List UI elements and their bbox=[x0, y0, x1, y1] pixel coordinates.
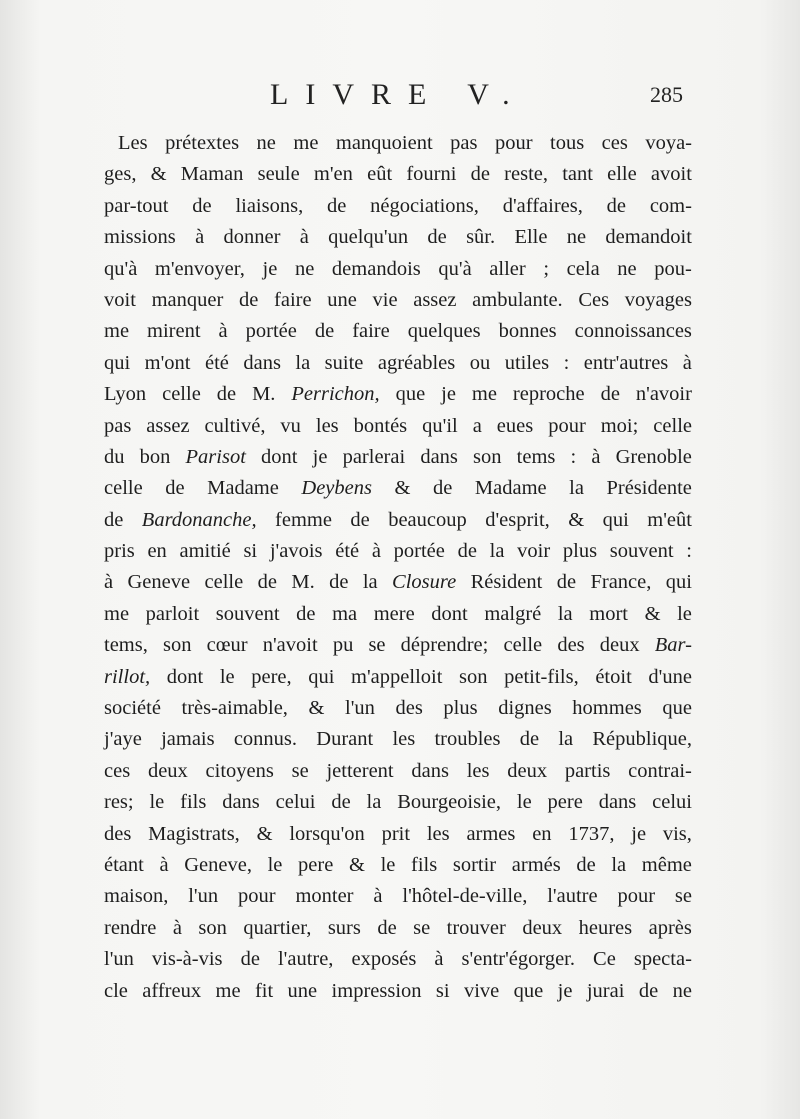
text-line: me mirent à portée de faire quelques bonnes connoissances bbox=[104, 320, 692, 343]
text-line: ges, & Maman seule m'en eût fourni de reste, tant elle avoit bbox=[104, 163, 692, 186]
text-line: à Geneve celle de M. de la Closure Résident de France, qui bbox=[104, 571, 692, 594]
text-line: tems, son cœur n'avoit pu se déprendre; celle des deux Bar- bbox=[104, 634, 692, 657]
text-line: maison, l'un pour monter à l'hôtel-de-ville, l'autre pour se bbox=[104, 885, 692, 908]
text-line: celle de Madame Deybens & de Madame la Présidente bbox=[104, 477, 692, 500]
text-line: étant à Geneve, le pere & le fils sortir armés de la même bbox=[104, 853, 692, 876]
page-number: 285 bbox=[650, 82, 683, 107]
text-line: Les prétextes ne me manquoient pas pour tous ces voya- bbox=[118, 132, 692, 154]
text-line: société très-aimable, & l'un des plus dignes hommes que bbox=[104, 697, 692, 720]
running-title: LIVRE V. bbox=[270, 78, 527, 111]
body-text bbox=[104, 128, 692, 1007]
text-line: cle affreux me fit une impression si vive que je jurai de ne bbox=[104, 979, 692, 1002]
text-line: par-tout de liaisons, de négociations, d'affaires, de com- bbox=[104, 194, 692, 217]
text-line: l'un vis-à-vis de l'autre, exposés à s'entr'égorger. Ce specta- bbox=[104, 948, 692, 971]
text-line: de Bardonanche, femme de beaucoup d'esprit, & qui m'eût bbox=[104, 508, 692, 531]
text-line: qu'à m'envoyer, je ne demandois qu'à aller ; cela ne pou- bbox=[104, 257, 692, 280]
text-line: me parloit souvent de ma mere dont malgré la mort & le bbox=[104, 602, 692, 625]
text-line: pas assez cultivé, vu les bontés qu'il a eues pour moi; celle bbox=[104, 414, 692, 437]
text-line: du bon Parisot dont je parlerai dans son tems : à Grenoble bbox=[104, 445, 692, 468]
text-line: res; le fils dans celui de la Bourgeoisie, le pere dans celui bbox=[104, 791, 692, 814]
text-line: pris en amitié si j'avois été à portée de la voir plus souvent : bbox=[104, 540, 692, 563]
text-line: qui m'ont été dans la suite agréables ou utiles : entr'autres à bbox=[104, 351, 692, 374]
page-header bbox=[0, 78, 800, 118]
text-line: voit manquer de faire une vie assez ambulante. Ces voyages bbox=[104, 288, 692, 311]
text-line: rendre à son quartier, surs de se trouver deux heures après bbox=[104, 916, 692, 939]
text-line: rillot, dont le pere, qui m'appelloit son petit-fils, étoit d'une bbox=[104, 665, 692, 688]
text-line: des Magistrats, & lorsqu'on prit les armes en 1737, je vis, bbox=[104, 822, 692, 845]
text-line: Lyon celle de M. Perrichon, que je me reproche de n'avoir bbox=[104, 383, 692, 406]
text-line: ces deux citoyens se jetterent dans les deux partis contrai- bbox=[104, 759, 692, 782]
text-line: missions à donner à quelqu'un de sûr. Elle ne demandoit bbox=[104, 226, 692, 249]
text-line: j'aye jamais connus. Durant les troubles de la République, bbox=[104, 728, 692, 751]
